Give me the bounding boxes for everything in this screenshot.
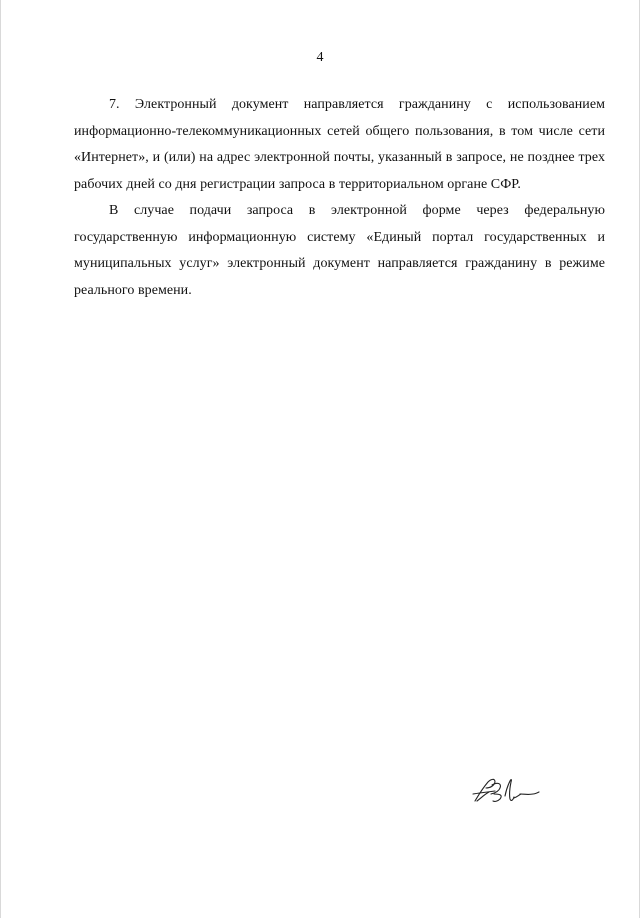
document-body	[74, 92, 605, 304]
page-number: 4	[316, 50, 324, 65]
paragraph-electronic-form: В случае подачи запроса в электронной форме через федеральную государственную информационную систему «Единый портал государственных и муниципальных услуг» электронный документ направляется гражданину в режиме реального времени.	[74, 203, 605, 298]
paragraph-7: 7. Электронный документ направляется гражданину с использованием информационно-телекоммуникационных сетей общего пользования, в том числе сети «Интернет», и (или) на адрес электронной почты, указанный в запросе, не позднее трех рабочих дней со дня регистрации запроса в территориальном органе СФР.	[74, 97, 605, 192]
handwritten-signature-icon	[467, 770, 547, 810]
